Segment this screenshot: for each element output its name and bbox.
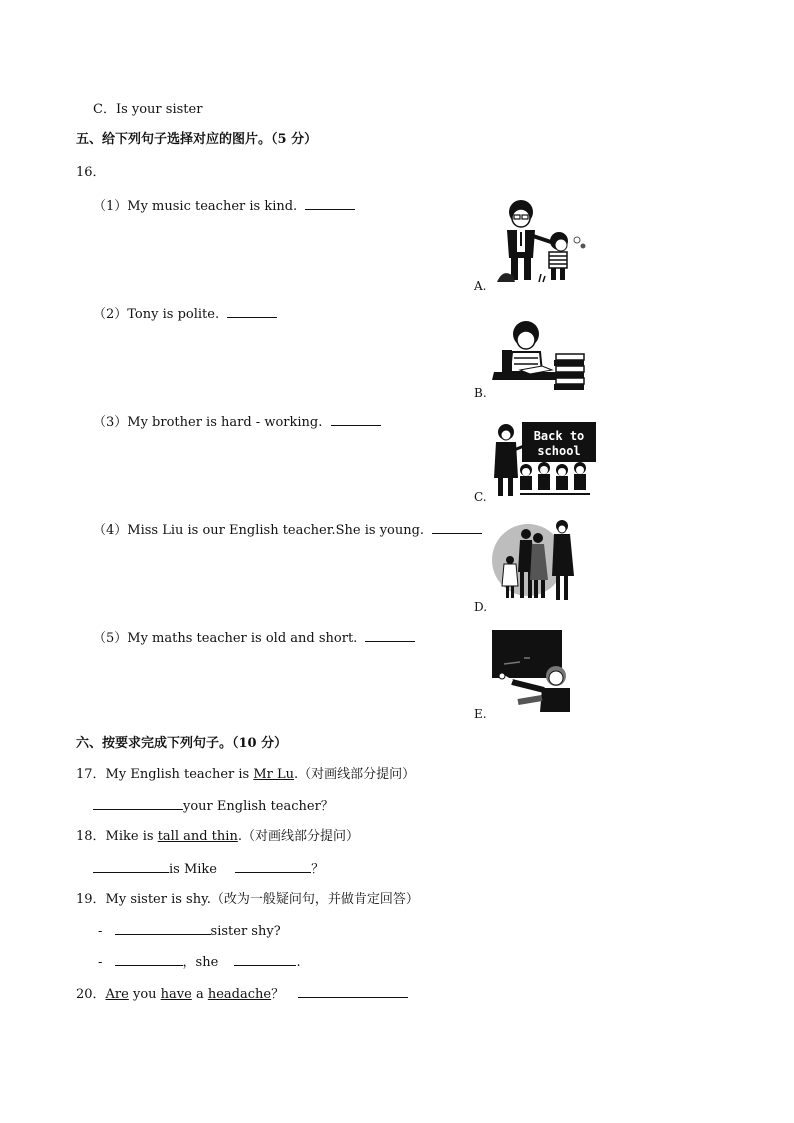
option-e-picture (490, 628, 580, 714)
q19-answer-blank-3[interactable] (234, 953, 296, 966)
q20-space-2: a (191, 987, 208, 1002)
q19-line1-tail: sister shy? (210, 924, 281, 939)
question-17 (76, 766, 415, 784)
q19-answer-blank-1[interactable] (115, 922, 211, 935)
q17-underlined: Mr Lu (253, 767, 295, 782)
q19-answer-blank-2[interactable] (115, 953, 183, 966)
q19-answer-line-1 (98, 922, 281, 941)
previous-option-c: C．Is your sister (93, 102, 203, 117)
section-5-title: 五、给下列句子选择对应的图片。（5 分） (76, 132, 318, 147)
q20-word-have: have (160, 987, 192, 1002)
q18-answer-blank-1[interactable] (93, 860, 169, 873)
q20-word-headache: headache (207, 987, 272, 1002)
q20-word-are: Are (105, 987, 129, 1002)
item-1-text: （1）My music teacher is kind. (93, 199, 298, 214)
item-2 (93, 305, 277, 324)
option-e-label: E. (474, 707, 487, 721)
item-5 (93, 629, 415, 648)
option-d-label: D. (474, 600, 488, 614)
question-18 (76, 828, 359, 846)
option-c-picture (490, 420, 600, 500)
section-6-title: 六、按要求完成下列句子。（10 分） (76, 736, 288, 751)
option-d-picture (492, 516, 582, 606)
option-b-picture (492, 314, 592, 394)
option-b-label: B. (474, 386, 487, 400)
item-1-answer-blank[interactable] (305, 197, 355, 210)
item-3-answer-blank[interactable] (331, 413, 381, 426)
q19-line2-end: . (296, 955, 301, 970)
item-5-answer-blank[interactable] (365, 629, 415, 642)
option-a-label: A. (474, 279, 487, 293)
q19-dash-2: - (98, 955, 103, 970)
q18-suffix: .（对画线部分提问） (237, 829, 359, 844)
option-c-label: C. (474, 490, 487, 504)
q17-answer-blank[interactable] (93, 797, 183, 810)
item-2-answer-blank[interactable] (227, 305, 277, 318)
board-text-line-2: school (537, 444, 581, 458)
q19-answer-line-2 (98, 953, 301, 972)
q17-prefix: 17．My English teacher is (76, 767, 254, 782)
q19-line2-mid: ，she (182, 955, 219, 970)
q18-answer-blank-2[interactable] (235, 860, 311, 873)
item-3 (93, 413, 381, 432)
option-a-picture (493, 196, 593, 286)
item-4-answer-blank[interactable] (432, 521, 482, 534)
item-3-text: （3）My brother is hard - working. (93, 415, 323, 430)
q20-question-mark: ？ (271, 987, 285, 1002)
q20-prefix: 20． (76, 987, 106, 1002)
q18-answer-end: ？ (311, 862, 325, 877)
item-1 (93, 197, 355, 216)
item-4-text: （4）Miss Liu is our English teacher.She is young. (93, 523, 425, 538)
q18-answer-line (93, 860, 324, 879)
item-5-text: （5）My maths teacher is old and short. (93, 631, 358, 646)
question-16-number: 16． (76, 165, 106, 180)
q19-dash-1: - (98, 924, 103, 939)
question-20 (76, 985, 408, 1004)
item-2-text: （2）Tony is polite. (93, 307, 220, 322)
board-text-line-1: Back to (533, 429, 585, 443)
q17-suffix: .（对画线部分提问） (294, 767, 416, 782)
item-4 (93, 521, 482, 540)
q18-answer-mid: is Mike (169, 862, 218, 877)
q18-underlined: tall and thin (157, 829, 238, 844)
q17-answer-line (93, 797, 334, 816)
question-19: 19．My sister is shy.（改为一般疑问句，并做肯定回答） (76, 892, 419, 907)
q18-prefix: 18．Mike is (76, 829, 158, 844)
q17-answer-tail: your English teacher？ (183, 799, 334, 814)
q20-answer-blank[interactable] (298, 985, 408, 998)
q20-space-1: you (128, 987, 161, 1002)
